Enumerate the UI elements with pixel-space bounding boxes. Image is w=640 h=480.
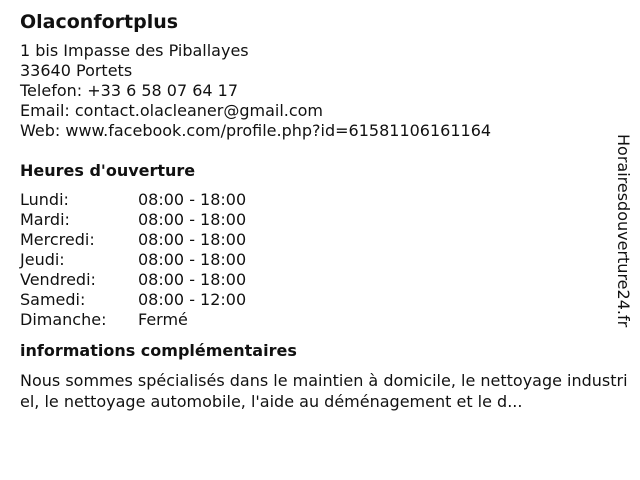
day-label: Mardi: [20, 210, 70, 229]
hours-value: Fermé [138, 310, 188, 329]
phone-text: Telefon: +33 6 58 07 64 17 [20, 81, 239, 100]
hours-row [20, 190, 620, 210]
day-label: Lundi: [20, 190, 69, 209]
web-text: Web: www.facebook.com/profile.php?id=61581106161164 [20, 121, 492, 140]
additional-info-text: Nous sommes spécialisés dans le maintien à domicile, le nettoyage industriel, le nettoyage automobile, l'aide au déménagement et le d... [20, 371, 628, 411]
day-label: Mercredi: [20, 230, 95, 249]
day-label: Jeudi: [20, 250, 65, 269]
hours-row [20, 270, 620, 290]
day-label: Samedi: [20, 290, 86, 309]
hours-row [20, 250, 620, 270]
hours-row [20, 310, 620, 330]
hours-row [20, 210, 620, 230]
hours-value: 08:00 - 12:00 [138, 290, 247, 309]
additional-info-heading: informations complémentaires [20, 341, 297, 360]
site-watermark: Horairesdouverture24.fr [614, 134, 633, 328]
hours-value: 08:00 - 18:00 [138, 270, 247, 289]
day-label: Vendredi: [20, 270, 96, 289]
opening-hours-table [20, 190, 620, 330]
hours-row [20, 230, 620, 250]
hours-row [20, 290, 620, 310]
day-label: Dimanche: [20, 310, 107, 329]
email-text: Email: contact.olacleaner@gmail.com [20, 101, 324, 120]
address-line-2: 33640 Portets [20, 61, 133, 80]
hours-value: 08:00 - 18:00 [138, 250, 247, 269]
opening-hours-heading: Heures d'ouverture [20, 161, 196, 180]
hours-value: 08:00 - 18:00 [138, 230, 247, 249]
hours-value: 08:00 - 18:00 [138, 210, 247, 229]
business-name: Olaconfortplus [20, 11, 179, 33]
hours-value: 08:00 - 18:00 [138, 190, 247, 209]
address-line-1: 1 bis Impasse des Piballayes [20, 41, 249, 60]
